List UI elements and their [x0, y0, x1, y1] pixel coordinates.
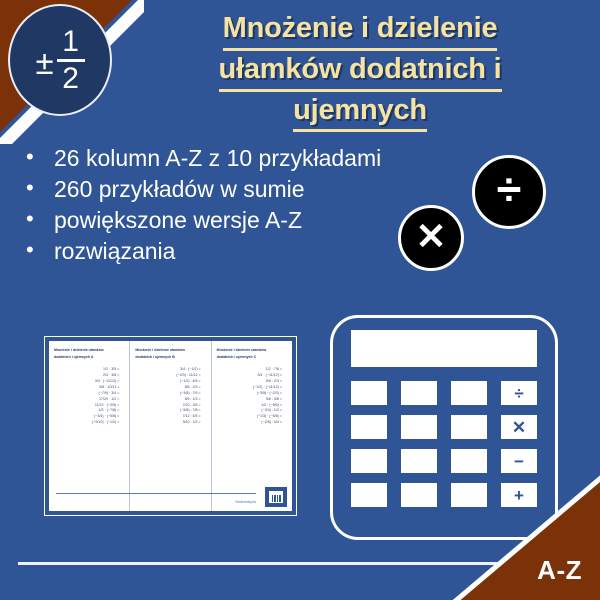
worksheet-items-a — [54, 367, 125, 424]
calculator-key-multiply: ✕ — [501, 415, 537, 439]
worksheet-item: 5/6 · 10/11 = — [99, 384, 120, 389]
plus-minus-icon: ± — [35, 43, 54, 81]
list-item-label: 260 przykładów w sumie — [54, 176, 305, 203]
calculator-key — [451, 449, 487, 473]
calculator-key — [401, 483, 437, 507]
worksheet-logo — [265, 487, 287, 507]
worksheet-item: 3/4 · (−11/12) = — [94, 379, 120, 384]
worksheet-item: (−1/2) · (−11/12) = — [252, 384, 282, 389]
title-line-1: Mnożenie i dzielenie — [223, 10, 498, 51]
multiply-glyph: ✕ — [415, 215, 447, 257]
multiply-circle-icon — [398, 205, 464, 271]
divide-glyph: ÷ — [496, 164, 522, 215]
bottom-divider — [18, 562, 563, 565]
worksheet-item: (−9/10) · (−1/2) = — [92, 420, 120, 425]
worksheet-heading-line1: Mnożenie i dzielenie ułamków — [54, 348, 104, 352]
worksheet-item: 7/10 : 3/5 = — [182, 402, 201, 407]
title-line-3-wrap — [140, 92, 580, 133]
worksheet-item: 5/9 : 1/3 = — [184, 396, 201, 401]
title-line-2: ułamków dodatnich i — [219, 51, 502, 92]
calculator-illustration — [330, 315, 558, 540]
bank-columns-icon — [269, 491, 283, 503]
corner-label-az: A-Z — [537, 555, 582, 585]
fraction-denominator: 2 — [62, 61, 79, 95]
page-title — [140, 10, 580, 132]
worksheet-item: (−3/8) : 7/9 = — [180, 390, 201, 395]
calculator-key — [351, 449, 387, 473]
worksheet-item: 5/6 : 3/8 = — [265, 396, 282, 401]
worksheet-item: (−3/5) · (−2/3) = — [256, 390, 282, 395]
worksheet-item: 5/6 : 2/3 = — [184, 384, 201, 389]
list-item-label: powiększone wersje A-Z — [54, 207, 302, 234]
worksheet-heading-line1: Mnożenie i dzielenie ułamków — [135, 348, 185, 352]
worksheet-item: (−1/2) : 4/5 = — [180, 379, 201, 384]
calculator-key-divide: ÷ — [501, 381, 537, 405]
bullet-dot-icon: • — [26, 144, 34, 169]
calculator-key — [401, 381, 437, 405]
logo-bar — [274, 495, 276, 502]
list-item-label: rozwiązania — [54, 238, 176, 265]
calculator-key — [351, 381, 387, 405]
worksheet-heading-line2: dodatnich i ujemnych B — [135, 354, 175, 359]
worksheet-item: (−1/3) · (−5/6) = — [256, 414, 282, 419]
calculator-key-minus: − — [501, 449, 537, 473]
fraction-one-half — [57, 24, 85, 95]
worksheet-items-c — [217, 367, 288, 424]
worksheet-item: (−5/6) : 7/8 = — [180, 408, 201, 413]
worksheet-heading-line1: Mnożenie i dzielenie ułamków — [216, 348, 267, 352]
worksheet-page — [49, 341, 292, 511]
worksheet-item: 17/20 · 1/2 = — [99, 396, 120, 401]
worksheet-item: 11/12 · (−2/5) = — [94, 402, 120, 407]
divide-circle-icon — [472, 155, 546, 229]
worksheet-preview — [44, 336, 297, 516]
calculator-keypad — [351, 381, 537, 507]
worksheet-items-b — [135, 367, 206, 424]
logo-bar — [272, 495, 274, 502]
worksheet-footer-rule — [56, 493, 256, 494]
worksheet-item: (−3/4) : 1/2 = — [261, 408, 282, 413]
list-item — [26, 236, 386, 266]
worksheet-item: 1/2 · 7/8 = — [265, 367, 282, 372]
bullet-dot-icon: • — [26, 237, 34, 263]
worksheet-item: (−7/9) · 3/4 = — [98, 390, 120, 395]
title-line-1-wrap — [140, 10, 580, 51]
list-item-label: 26 kolumn A-Z z 10 przykładami — [54, 145, 382, 171]
worksheet-heading-line2: dodatnich i ujemnych C — [216, 354, 257, 359]
worksheet-column-b — [129, 341, 210, 511]
worksheet-item: 1/3 · (−7/8) = — [98, 408, 120, 413]
worksheet-footer-label: Matematyka — [235, 500, 256, 504]
worksheet-item: (−2/5) : 3/4 = — [261, 420, 282, 425]
logo-bar — [277, 495, 279, 502]
list-item — [26, 143, 386, 173]
worksheet-item: 3/4 · (−11/12) = — [257, 373, 282, 378]
calculator-key — [351, 415, 387, 439]
bullet-dot-icon: • — [26, 206, 34, 232]
calculator-key — [351, 483, 387, 507]
calculator-key — [451, 415, 487, 439]
worksheet-item: 2/3 · 3/8 = — [103, 373, 120, 378]
logo-bar — [279, 495, 281, 502]
title-line-3: ujemnych — [293, 92, 427, 133]
feature-bullet-list — [26, 143, 386, 268]
calculator-key — [401, 449, 437, 473]
worksheet-item: 1/2 · 3/5 = — [103, 367, 120, 372]
worksheet-column-c — [211, 341, 292, 511]
worksheet-item: 1/2 · (−5/6) = — [261, 402, 282, 407]
calculator-key — [451, 381, 487, 405]
worksheet-item: 7/12 : 4/5 = — [182, 414, 201, 419]
worksheet-item: 9/10 : 1/2 = — [182, 420, 201, 425]
list-item — [26, 205, 386, 235]
calculator-key-plus: + — [501, 483, 537, 507]
title-line-2-wrap — [140, 51, 580, 92]
worksheet-item: 5/6 : 2/3 = — [265, 379, 282, 384]
bullet-dot-icon: • — [26, 175, 34, 201]
worksheet-item: (−2/3) : 11/12 = — [176, 373, 201, 378]
calculator-key — [401, 415, 437, 439]
fraction-numerator: 1 — [62, 24, 79, 58]
fraction-badge-inner — [35, 24, 84, 95]
calculator-key — [451, 483, 487, 507]
worksheet-heading-line2: dodatnich i ujemnych A — [54, 354, 94, 359]
worksheet-item: 3/4 : (−1/2) = — [180, 367, 201, 372]
calculator-display — [351, 330, 537, 367]
fraction-badge — [8, 4, 112, 116]
worksheet-column-a — [49, 341, 129, 511]
list-item — [26, 174, 386, 204]
worksheet-item: (−3/4) · (−5/6) = — [94, 414, 120, 419]
